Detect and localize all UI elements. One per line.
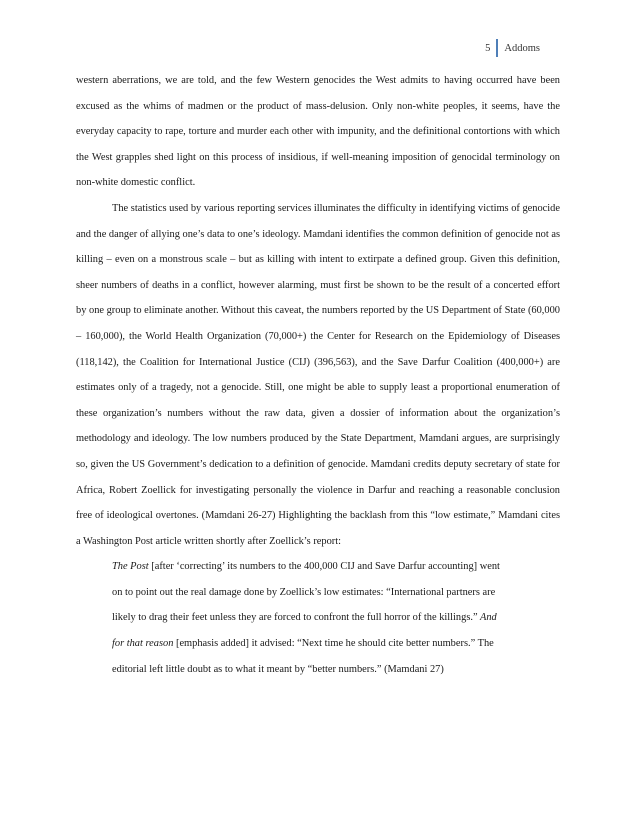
- quote-line: on to point out the real damage done by Zoellick’s low estimates: “International partners are: [112, 586, 496, 598]
- body-text: [76, 68, 560, 682]
- paragraph: The statistics used by various reporting services illuminates the difficulty in identifying victims of genocide and the danger of allying one’s data to one’s ideology. Mamdani identifies the common definition of genocide not as killing – even on a monstrous scale – but as killing with intent to extirpate a defined group. Given this definition, sheer numbers of deaths in a conflict, however alarming, must first be shown to be the result of a concerted effort by one group to eliminate another. Without this caveat, the numbers reported by the US Department of State (60,000 – 160,000), the World Health Organization (70,000+) the Center for Research on the Epidemiology of Diseases (118,142), the Coalition for International Justice (CIJ) (396,563), and the Save Darfur Coalition (400,000+) are estimates only of a tragedy, not a genocide. Still, one might be able to supply least a proportional enumeration of these organization’s numbers without the raw data, given a dossier of information about the organization’s methodology and ideology. The low numbers produced by the State Department, Mamdani argues, are surprisingly so, given the US Government’s dedication to a definition of genocide. Mamdani credits deputy secretary of state for Africa, Robert Zoellick for investigating personally the violence in Darfur and reaching a reasonable conclusion free of ideological overtones. (Mamdani 26-27) Highlighting the backlash from this “low estimate,” Mamdani cites a Washington Post article written shortly after Zoellick’s report:: [76, 202, 560, 547]
- quote-line: The Post [after ‘correcting’ its numbers to the 400,000 CIJ and Save Darfur accounting] went: [112, 561, 500, 573]
- quote-italic: The Post: [112, 561, 149, 573]
- quote-line: likely to drag their feet unless they are forced to confront the full horror of the killings.” And: [112, 612, 497, 624]
- quote-line: editorial left little doubt as to what it meant by “better numbers.” (Mamdani 27): [112, 663, 444, 675]
- header-author: Addoms: [504, 42, 540, 54]
- quote-line: for that reason [emphasis added] it advised: “Next time he should cite better numbers.” The: [112, 638, 494, 650]
- quote-italic: for that reason: [112, 638, 174, 650]
- page-header: [485, 39, 540, 57]
- paragraph: western aberrations, we are told, and the few Western genocides the West admits to having occurred have been excused as the whims of madmen or the product of mass-delusion. Only non-white peoples, it seems, have the everyday capacity to rape, torture and murder each other with impunity, and the definitional contortions with which the West grapples shed light on this process of insidious, if well-meaning imposition of genocidal terminology on non-white domestic conflict.: [76, 75, 560, 189]
- header-divider: [496, 39, 498, 57]
- block-quote: [76, 554, 560, 682]
- page-number: 5: [485, 42, 491, 54]
- quote-italic: And: [477, 612, 497, 624]
